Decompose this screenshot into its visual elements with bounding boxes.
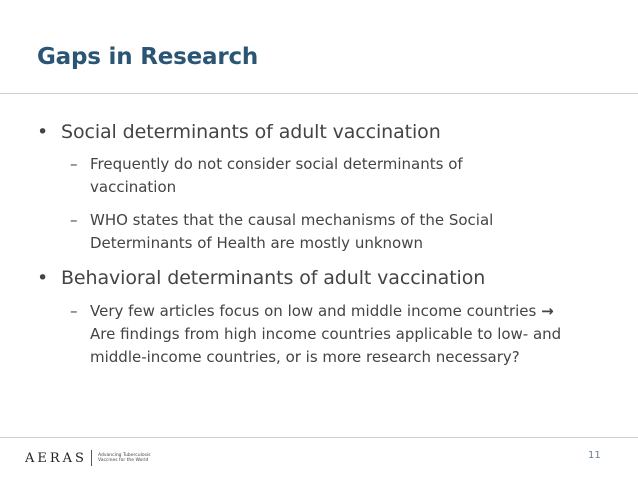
logo-wordmark: AERAS	[25, 450, 87, 466]
sub-bullet-text: WHO states that the causal mechanisms of the Social Determinants of Health are mostly unknown	[90, 211, 494, 252]
footer-divider	[0, 437, 638, 438]
sub-bullet-marker: –	[70, 211, 78, 229]
right-arrow-icon: →	[541, 302, 554, 320]
sub-bullet-marker: –	[70, 155, 78, 173]
bullet-text: Behavioral determinants of adult vaccination	[61, 267, 486, 289]
sub-bullet-text-part1: Very few articles focus on low and middle income countries	[90, 302, 537, 320]
title-divider	[0, 93, 638, 94]
sub-bullet-who	[70, 209, 610, 255]
sub-bullet-text: Frequently do not consider social determinants of vaccination	[90, 155, 463, 196]
sub-bullet-very-few	[70, 300, 610, 369]
bullet-marker: •	[37, 267, 49, 289]
bullet-marker: •	[37, 121, 49, 143]
logo-separator	[91, 450, 92, 466]
logo-tagline: Advancing Tuberculosis Vaccines for the World	[97, 452, 151, 463]
sub-bullet-text	[90, 300, 570, 369]
bullet-social-determinants	[37, 121, 441, 143]
slide-title: Gaps in Research	[37, 44, 259, 70]
sub-bullet-frequently	[70, 153, 610, 199]
bullet-text: Social determinants of adult vaccination	[61, 121, 441, 143]
bullet-behavioral-determinants	[37, 267, 485, 289]
sub-bullet-marker: –	[70, 302, 78, 320]
aeras-logo	[25, 450, 156, 466]
page-number: 11	[588, 450, 601, 461]
sub-bullet-text-part2: Are findings from high income countries applicable to low- and middle-income countries, or is more research necessary?	[90, 325, 562, 366]
